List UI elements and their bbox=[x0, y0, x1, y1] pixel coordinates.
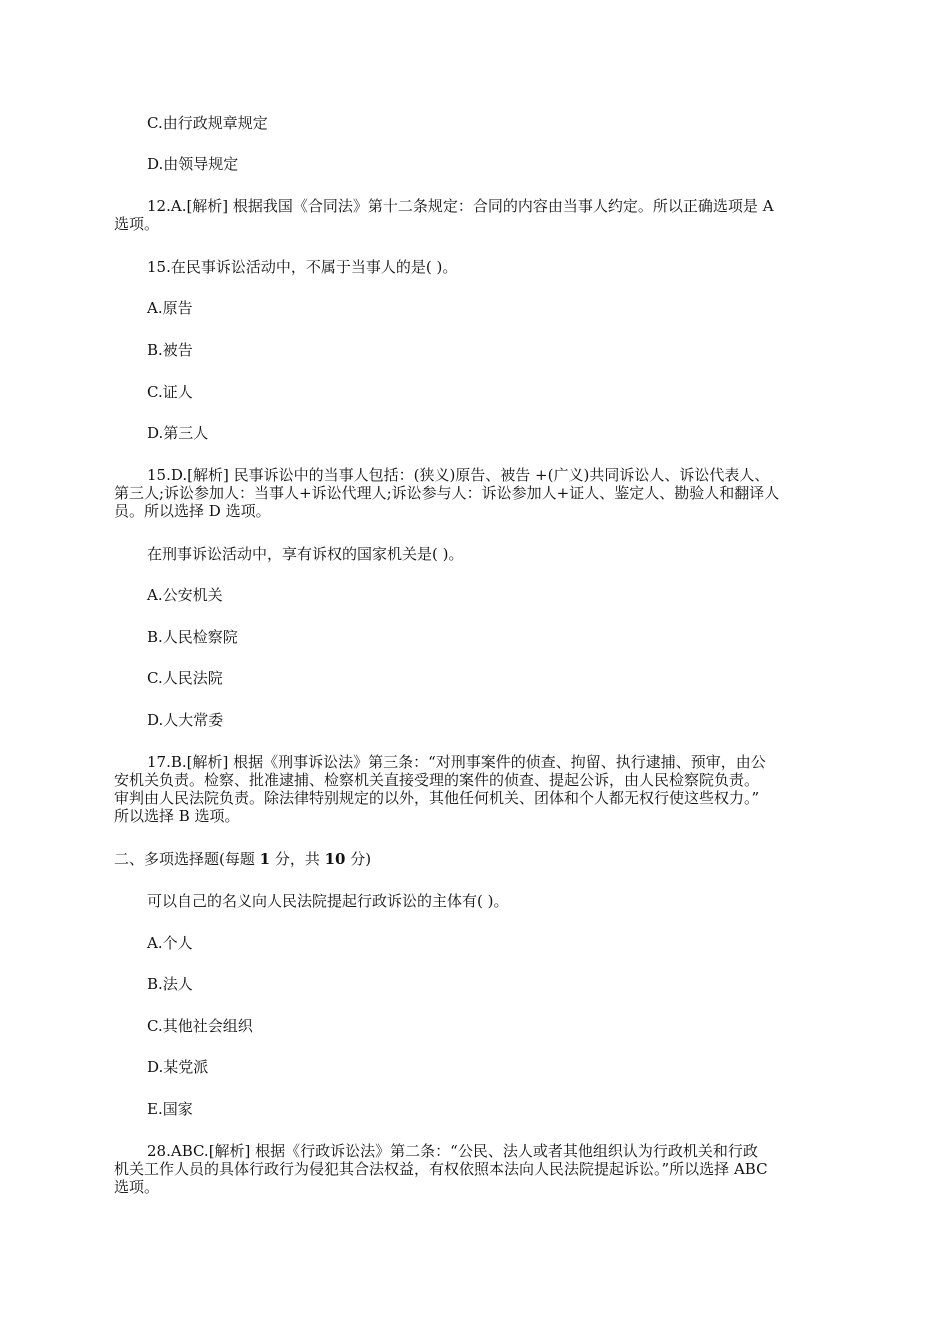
option-c: C.其他社会组织 bbox=[147, 1017, 253, 1035]
answer-28-line-2: 机关工作人员的具体行政行为侵犯其合法权益，有权依照本法向人民法院提起诉讼。”所以选择 ABC bbox=[114, 1160, 768, 1178]
section-heading-text: 分，共 bbox=[270, 850, 325, 868]
option-e: E.国家 bbox=[147, 1100, 193, 1118]
answer-17-line-3: 审判由人民法院负责。除法律特别规定的以外，其他任何机关、团体和个人都无权行使这些权力。” bbox=[114, 789, 760, 807]
option-d: D.由领导规定 bbox=[147, 155, 239, 173]
option-a: A.公安机关 bbox=[147, 586, 223, 604]
option-b: B.被告 bbox=[147, 341, 193, 359]
answer-17-line-4: 所以选择 B 选项。 bbox=[114, 807, 240, 825]
question-28: 可以自己的名义向人民法院提起行政诉讼的主体有( )。 bbox=[147, 892, 509, 910]
option-d: D.人大常委 bbox=[147, 711, 224, 729]
section-heading-text: 二、多项选择题(每题 bbox=[114, 850, 260, 868]
option-c: C.证人 bbox=[147, 383, 193, 401]
option-c: C.人民法院 bbox=[147, 669, 223, 687]
question-17: 在刑事诉讼活动中，享有诉权的国家机关是( )。 bbox=[147, 545, 464, 563]
answer-15-line-1: 15.D.[解析] 民事诉讼中的当事人包括：(狭义)原告、被告 +(广义)共同诉讼人、诉讼代表人、 bbox=[147, 466, 770, 484]
section-heading bbox=[114, 850, 371, 868]
answer-12-line-1: 12.A.[解析] 根据我国《合同法》第十二条规定：合同的内容由当事人约定。所以正确选项是 A bbox=[147, 197, 774, 215]
section-heading-points: 1 bbox=[259, 850, 271, 868]
option-c: C.由行政规章规定 bbox=[147, 114, 268, 132]
answer-15-line-3: 员。所以选择 D 选项。 bbox=[114, 502, 271, 520]
option-d: D.某党派 bbox=[147, 1058, 209, 1076]
option-a: A.个人 bbox=[147, 934, 193, 952]
answer-12-line-2: 选项。 bbox=[114, 215, 160, 233]
answer-15-line-2: 第三人;诉讼参加人：当事人+诉讼代理人;诉讼参与人：诉讼参加人+证人、鉴定人、勘验人和翻译人 bbox=[114, 484, 780, 502]
section-heading-text: 分) bbox=[345, 850, 372, 868]
option-a: A.原告 bbox=[147, 299, 193, 317]
answer-28-line-3: 选项。 bbox=[114, 1178, 160, 1196]
answer-17-line-2: 安机关负责。检察、批准逮捕、检察机关直接受理的案件的侦查、提起公诉，由人民检察院负责。 bbox=[114, 771, 760, 789]
answer-17-line-1: 17.B.[解析] 根据《刑事诉讼法》第三条：“对刑事案件的侦查、拘留、执行逮捕、预审，由公 bbox=[147, 753, 766, 771]
option-b: B.人民检察院 bbox=[147, 628, 238, 646]
answer-28-line-1: 28.ABC.[解析] 根据《行政诉讼法》第二条：“公民、法人或者其他组织认为行政机关和行政 bbox=[147, 1142, 758, 1160]
option-d: D.第三人 bbox=[147, 424, 209, 442]
question-15: 15.在民事诉讼活动中，不属于当事人的是( )。 bbox=[147, 258, 458, 276]
option-b: B.法人 bbox=[147, 975, 193, 993]
section-heading-total: 10 bbox=[324, 850, 346, 868]
